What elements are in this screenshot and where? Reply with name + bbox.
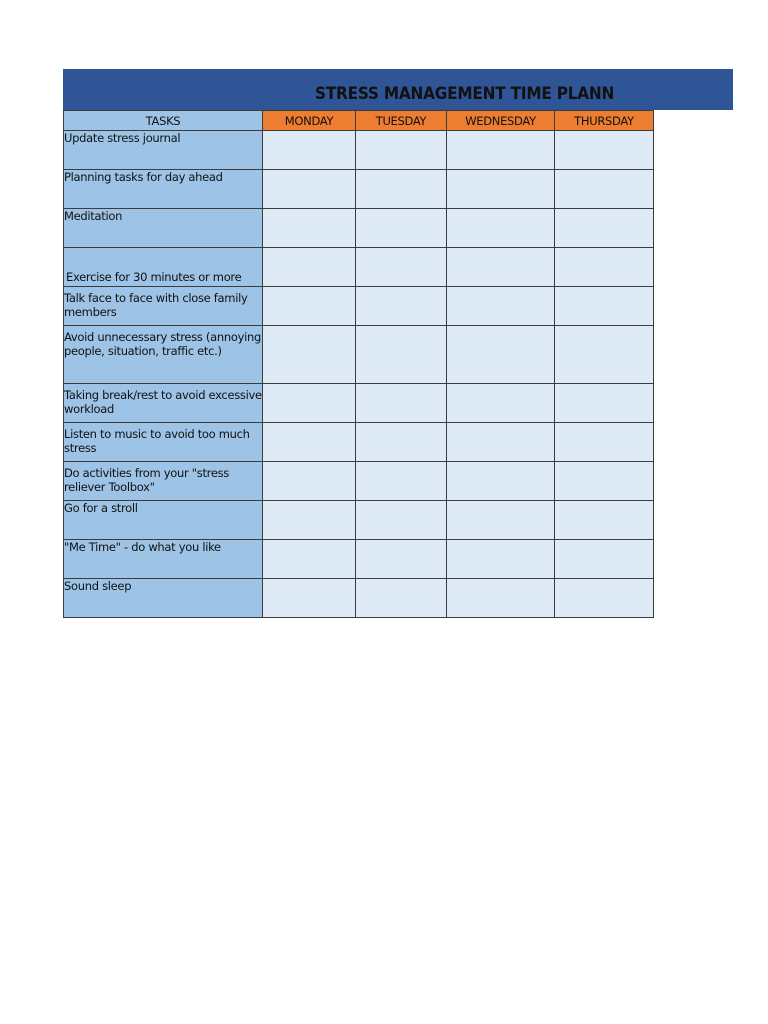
task-label: Listen to music to avoid too much stress [64, 423, 263, 462]
table-row [64, 501, 654, 540]
day-cell[interactable] [263, 423, 356, 462]
day-cell[interactable] [263, 170, 356, 209]
table-row [64, 462, 654, 501]
task-label: Taking break/rest to avoid excessive workload [64, 384, 263, 423]
table-row [64, 579, 654, 618]
day-cell[interactable] [263, 209, 356, 248]
column-header-tasks: TASKS [64, 111, 263, 131]
task-label: "Me Time" - do what you like [64, 540, 263, 579]
day-cell[interactable] [447, 501, 555, 540]
day-cell[interactable] [356, 579, 447, 618]
day-cell[interactable] [447, 170, 555, 209]
table-row [64, 248, 654, 287]
day-cell[interactable] [555, 209, 654, 248]
day-cell[interactable] [555, 287, 654, 326]
task-label: Meditation [64, 209, 263, 248]
table-row [64, 209, 654, 248]
day-cell[interactable] [447, 462, 555, 501]
day-cell[interactable] [555, 248, 654, 287]
table-row [64, 131, 654, 170]
title-bar [63, 69, 733, 110]
column-header-tuesday: TUESDAY [356, 111, 447, 131]
day-cell[interactable] [555, 579, 654, 618]
planner-table [63, 110, 654, 618]
day-cell[interactable] [447, 540, 555, 579]
day-cell[interactable] [356, 326, 447, 384]
day-cell[interactable] [555, 131, 654, 170]
day-cell[interactable] [447, 287, 555, 326]
day-cell[interactable] [263, 287, 356, 326]
document-title: STRESS MANAGEMENT TIME PLANN [315, 84, 615, 104]
task-label: Go for a stroll [64, 501, 263, 540]
day-cell[interactable] [356, 131, 447, 170]
day-cell[interactable] [263, 501, 356, 540]
day-cell[interactable] [263, 131, 356, 170]
table-row [64, 540, 654, 579]
task-label: Planning tasks for day ahead [64, 170, 263, 209]
task-label: Talk face to face with close family members [64, 287, 263, 326]
day-cell[interactable] [263, 579, 356, 618]
day-cell[interactable] [356, 540, 447, 579]
day-cell[interactable] [356, 501, 447, 540]
column-header-wednesday: WEDNESDAY [447, 111, 555, 131]
task-label: Avoid unnecessary stress (annoying people, situation, traffic etc.) [64, 326, 263, 384]
header-row [64, 111, 654, 131]
day-cell[interactable] [447, 423, 555, 462]
day-cell[interactable] [555, 384, 654, 423]
day-cell[interactable] [555, 540, 654, 579]
day-cell[interactable] [447, 131, 555, 170]
day-cell[interactable] [447, 209, 555, 248]
day-cell[interactable] [555, 423, 654, 462]
day-cell[interactable] [263, 384, 356, 423]
day-cell[interactable] [263, 540, 356, 579]
task-label: Do activities from your "stress reliever Toolbox" [64, 462, 263, 501]
day-cell[interactable] [555, 462, 654, 501]
day-cell[interactable] [356, 170, 447, 209]
task-label: Update stress journal [64, 131, 263, 170]
day-cell[interactable] [356, 287, 447, 326]
day-cell[interactable] [356, 384, 447, 423]
day-cell[interactable] [555, 501, 654, 540]
task-label: Exercise for 30 minutes or more [64, 248, 263, 287]
table-row [64, 326, 654, 384]
column-header-thursday: THURSDAY [555, 111, 654, 131]
table-row [64, 287, 654, 326]
column-header-monday: MONDAY [263, 111, 356, 131]
table-row [64, 384, 654, 423]
table-row [64, 170, 654, 209]
day-cell[interactable] [447, 384, 555, 423]
table-row [64, 423, 654, 462]
task-label: Sound sleep [64, 579, 263, 618]
day-cell[interactable] [447, 579, 555, 618]
day-cell[interactable] [447, 326, 555, 384]
day-cell[interactable] [356, 462, 447, 501]
day-cell[interactable] [263, 462, 356, 501]
day-cell[interactable] [263, 326, 356, 384]
day-cell[interactable] [356, 423, 447, 462]
day-cell[interactable] [447, 248, 555, 287]
day-cell[interactable] [356, 248, 447, 287]
day-cell[interactable] [356, 209, 447, 248]
day-cell[interactable] [555, 326, 654, 384]
day-cell[interactable] [555, 170, 654, 209]
day-cell[interactable] [263, 248, 356, 287]
